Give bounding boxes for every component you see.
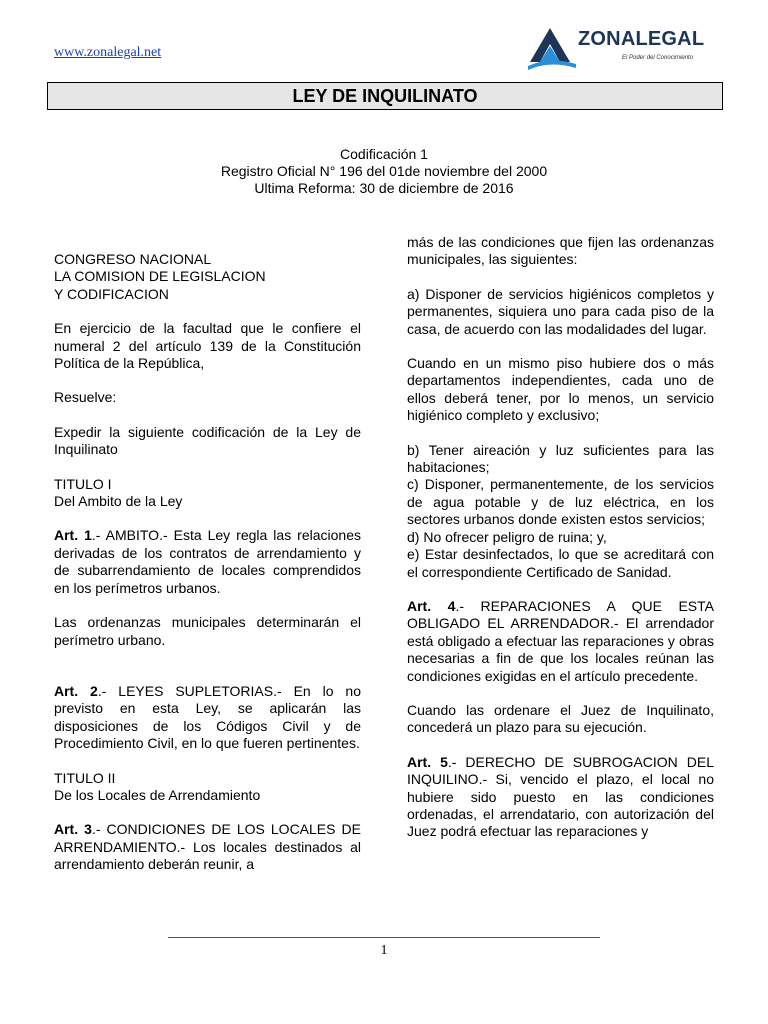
ordenanzas-paragraph: Las ordenanzas municipales determinarán el perímetro urbano.: [54, 614, 361, 648]
article-2: [54, 683, 361, 753]
document-title: LEY DE INQUILINATO: [47, 82, 723, 110]
article-3: [54, 821, 361, 873]
article-4-text: .- REPARACIONES A QUE ESTA OBLIGADO EL ARRENDADOR.- El arrendador está obligado a efectuar las reparaciones y obras necesarias a fin de que los locales reúnan las condiciones exigidas en el artículo precedente.: [407, 597, 714, 684]
ejercicio-paragraph: En ejercicio de la facultad que le confiere el numeral 2 del artículo 139 de la Constitución Política de la República,: [54, 320, 361, 372]
item-c: c) Disponer, permanentemente, de los servicios de agua potable y de luz eléctrica, en los sectores urbanos donde existen estos servicios;: [407, 476, 714, 528]
titulo-2-heading: TITULO II: [54, 769, 116, 786]
comision-heading: LA COMISION DE LEGISLACION: [54, 268, 266, 285]
footer-divider: [168, 937, 600, 938]
article-4-label: Art. 4: [407, 597, 456, 614]
article-4: [407, 598, 714, 685]
codification-line-1: Codificación 1: [340, 146, 428, 162]
page-number: 1: [380, 943, 388, 958]
item-a: a) Disponer de servicios higiénicos completos y permanentes, siquiera uno para cada piso de la casa, de acuerdo con las modalidades del lugar.: [407, 285, 714, 337]
titulo-2-subheading: De los Locales de Arrendamiento: [54, 786, 261, 803]
left-column: [54, 251, 361, 891]
titulo-1-heading: TITULO I: [54, 475, 112, 492]
congreso-heading: CONGRESO NACIONAL: [54, 251, 212, 267]
article-2-label: Art. 2: [54, 682, 98, 699]
article-1-text: .- AMBITO.- Esta Ley regla las relaciones derivadas de los contratos de arrendamiento y de subarrendamiento de locales comprendidos en los perímetros urbanos.: [54, 527, 361, 596]
article-5-label: Art. 5: [407, 753, 448, 770]
zonalegal-logo: [526, 22, 706, 70]
expedir-paragraph: Expedir la siguiente codificación de la Ley de Inquilinato: [54, 423, 361, 458]
logo-name: ZONALEGAL: [578, 28, 705, 50]
codification-line-2: Registro Oficial N° 196 del 01de noviembre del 2000: [220, 163, 548, 179]
article-2-text: .- LEYES SUPLETORIAS.- En lo no previsto en esta Ley, se aplicarán las disposiciones de los Códigos Civil y de Procedimiento Civil, en lo que fueren pertinentes.: [54, 682, 361, 752]
titulo-1-subheading: Del Ambito de la Ley: [54, 493, 183, 510]
codification-line-3: Ultima Reforma: 30 de diciembre de 2016: [254, 180, 514, 196]
article-5: [407, 754, 714, 841]
resuelve-paragraph: Resuelve:: [54, 389, 117, 406]
article-3-text: .- CONDICIONES DE LOS LOCALES DE ARRENDAMIENTO.- Los locales destinados al arrendamiento deberán reunir, a: [54, 821, 361, 873]
article-1-label: Art. 1: [54, 527, 92, 544]
item-b: b) Tener aireación y luz suficientes para las habitaciones;: [407, 441, 714, 476]
article-1: [54, 527, 361, 597]
site-link[interactable]: www.zonalegal.net: [54, 45, 162, 60]
logo-tagline: El Poder del Conocimiento: [622, 55, 694, 61]
codificacion-heading: Y CODIFICACION: [54, 285, 169, 302]
juez-paragraph: Cuando las ordenare el Juez de Inquilinato, concederá un plazo para su ejecución.: [407, 701, 714, 736]
article-5-text: .- DERECHO DE SUBROGACION DEL INQUILINO.- Si, vencido el plazo, el local no hubiere sido puesto en las condiciones ordenadas, el arrendatario, con autorización del Juez podrá efectuar las reparaciones y: [407, 753, 714, 840]
piso-paragraph: Cuando en un mismo piso hubiere dos o más departamentos independientes, cada uno de ellos deberá tener, por lo menos, un servicio higiénico completo y exclusivo;: [407, 355, 714, 424]
right-column: [407, 234, 714, 858]
item-e: e) Estar desinfectados, lo que se acreditará con el correspondiente Certificado de Sanidad.: [407, 546, 714, 580]
article-3-label: Art. 3: [54, 821, 92, 838]
item-d: d) No ofrecer peligro de ruina; y,: [407, 528, 607, 545]
logo-mark-icon: [526, 22, 578, 70]
continuation-paragraph: más de las condiciones que fijen las ordenanzas municipales, las siguientes:: [407, 234, 714, 268]
